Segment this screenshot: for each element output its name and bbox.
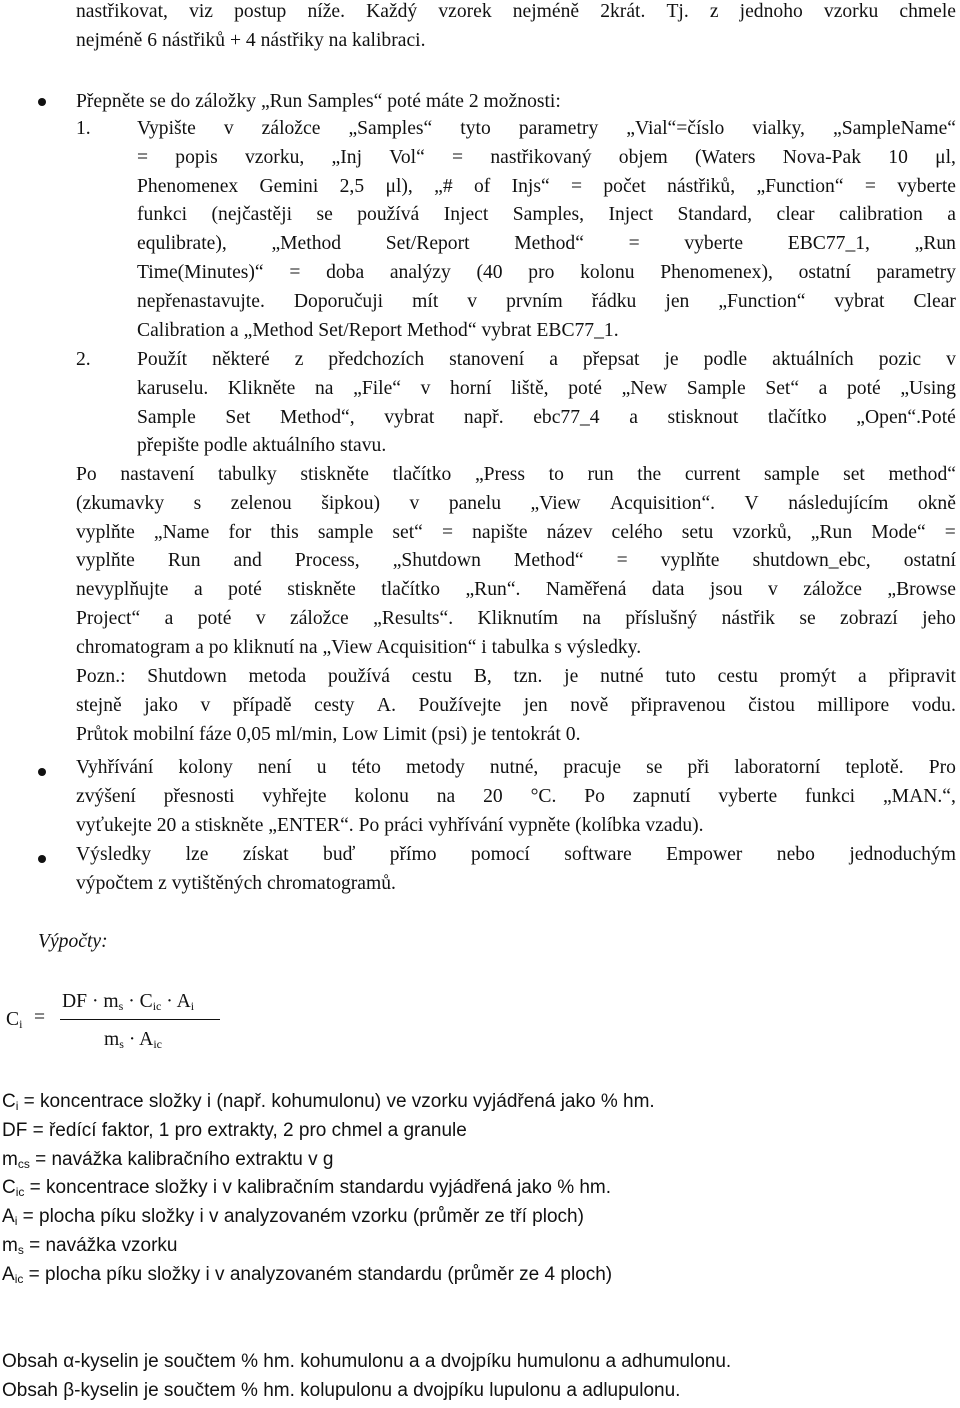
paragraph-line: Project“ a poté v záložce „Results“. Kliknutím na příslušný nástřik se zobrazí jeho [76, 608, 956, 629]
paragraph-line: vyplňte Run and Process, „Shutdown Method“ = vyplňte shutdown_ebc, ostatní [76, 550, 956, 572]
list-item-line: equlibrate), „Method Set/Report Method“ = vyberte EBC77_1, „Run [137, 233, 956, 255]
bullet-icon [38, 768, 46, 776]
paragraph-line: nevyplňujte a poté stiskněte tlačítko „Run“. Naměřená data jsou v záložce „Browse [76, 579, 956, 601]
list-item-line: Phenomenex Gemini 2,5 μl), „# of Injs“ = počet nástřiků, „Function“ = vyberte [137, 175, 956, 197]
bullet-icon [38, 98, 46, 106]
section-heading: Výpočty: [38, 931, 108, 952]
definition-line: $C_{ic}$ = koncentrace složky i v kalibračním standardu vyjádřená jako % hm. [2, 1177, 612, 1200]
note-line: Pozn.: Shutdown metoda používá cestu B, tzn. je nutné tuto cestu promýt a připravit [76, 666, 956, 687]
intro-line: nastřikovat, viz postup níže. Každý vzorek nejméně 2krát. Tj. z jednoho vzorku chmele [76, 1, 956, 22]
formula-numerator: DF · $m_s \cdot C_{ic} \cdot A_i$ [62, 991, 195, 1013]
definition-line: $m_{cs}$ = navážka kalibračního extraktu v g [2, 1148, 334, 1171]
list-item-line: = popis vzorku, „Inj Vol“ = nastřikovaný objem (Waters Nova-Pak 10 μl, [137, 146, 956, 168]
list-item-line: funkci (nejčastěji se používá Inject Samples, Inject Standard, clear calibration a [137, 204, 956, 226]
bullet-text: Vyhřívání kolony není u této metody nutné, pracuje se při laboratorní teplotě. Pro [76, 757, 956, 778]
list-item-line: přepište podle aktuálního stavu. [137, 435, 387, 457]
definition-line: $A_i$ = plocha píku složky i v analyzovaném vzorku (průměr ze tří ploch) [2, 1206, 584, 1229]
paragraph-line: Po nastavení tabulky stiskněte tlačítko „Press to run the current sample set method“ [76, 464, 956, 485]
definition-line: $C_i$ = koncentrace složky i (např. kohumulonu) ve vzorku vyjádřená jako % hm. [2, 1091, 655, 1113]
paragraph-line: (zkumavky s zelenou šipkou) v panelu „View Acquisition“. V následujícím okně [76, 492, 956, 514]
definition-line: DF = ředící faktor, 1 pro extrakty, 2 pro chmel a granule [2, 1119, 467, 1141]
list-item-line: nepřenastavujte. Doporučuji mít v prvním řádku jen „Function“ vybrat Clear [137, 290, 956, 312]
fraction-bar [60, 1019, 220, 1020]
bullet-icon [38, 855, 46, 863]
bullet-text: Výsledky lze získat buď přímo pomocí software Empower nebo jednoduchým [76, 844, 956, 865]
list-item-line: Použít některé z předchozích stanovení a přepsat je podle aktuálních pozic v [137, 349, 956, 370]
summary-line: Obsah α-kyselin je součtem % hm. kohumulonu a a dvojpíku humulonu a adhumulonu. [2, 1351, 732, 1372]
summary-line: Obsah β-kyselin je součtem % hm. kolupulonu a dvojpíku lupulonu a adlupulonu. [2, 1379, 681, 1401]
bullet-text: výpočtem z vytištěných chromatogramů. [76, 873, 396, 894]
list-item-line: karuselu. Klikněte na „File“ v horní liště, poté „New Sample Set“ a poté „Using [137, 377, 956, 399]
bullet-text: zvýšení přesnosti vyhřejte kolonu na 20 °C. Po zapnutí vyberte funkci „MAN.“, [76, 786, 956, 807]
bullet-text: vyťukejte 20 a stiskněte „ENTER“. Po práci vyhřívání vypněte (kolíbka vzadu). [76, 815, 704, 836]
formula-equals: = [34, 1007, 46, 1028]
note-line: stejně jako v případě cesty A. Používejte jen nově připravenou čistou millipore vodu. [76, 694, 956, 716]
list-item-line: Calibration a „Method Set/Report Method“ vybrat EBC77_1. [137, 319, 619, 341]
list-item-line: Vypište v záložce „Samples“ tyto parametry „Vial“=číslo vialky, „SampleName“ [137, 118, 956, 139]
note-line: Průtok mobilní fáze 0,05 ml/min, Low Limit (psi) je tentokrát 0. [76, 723, 581, 745]
definition-line: $m_s$ = navážka vzorku [2, 1235, 178, 1257]
paragraph-line: vyplňte „Name for this sample set“ = napište název celého setu vzorků, „Run Mode“ = [76, 521, 956, 543]
formula-denominator: $m_s \cdot A_{ic}$ [104, 1029, 162, 1051]
definition-line: $A_{ic}$ = plocha píku složky i v analyzovaném standardu (průměr ze 4 ploch) [2, 1263, 613, 1286]
bullet-text: Přepněte se do záložky „Run Samples“ poté máte 2 možnosti: [76, 91, 561, 112]
paragraph-line: chromatogram a po kliknutí na „View Acquisition“ i tabulka s výsledky. [76, 636, 642, 658]
formula-lhs: $C_i$ [6, 1009, 23, 1031]
list-number: 2. [76, 349, 91, 370]
list-number: 1. [76, 118, 91, 139]
intro-line: nejméně 6 nástřiků + 4 nástřiky na kalibraci. [76, 30, 426, 51]
list-item-line: Time(Minutes)“ = doba analýzy (40 pro kolonu Phenomenex), ostatní parametry [137, 262, 956, 283]
list-item-line: Sample Set Method“, vybrat např. ebc77_4 a stisknout tlačítko „Open“.Poté [137, 406, 956, 428]
